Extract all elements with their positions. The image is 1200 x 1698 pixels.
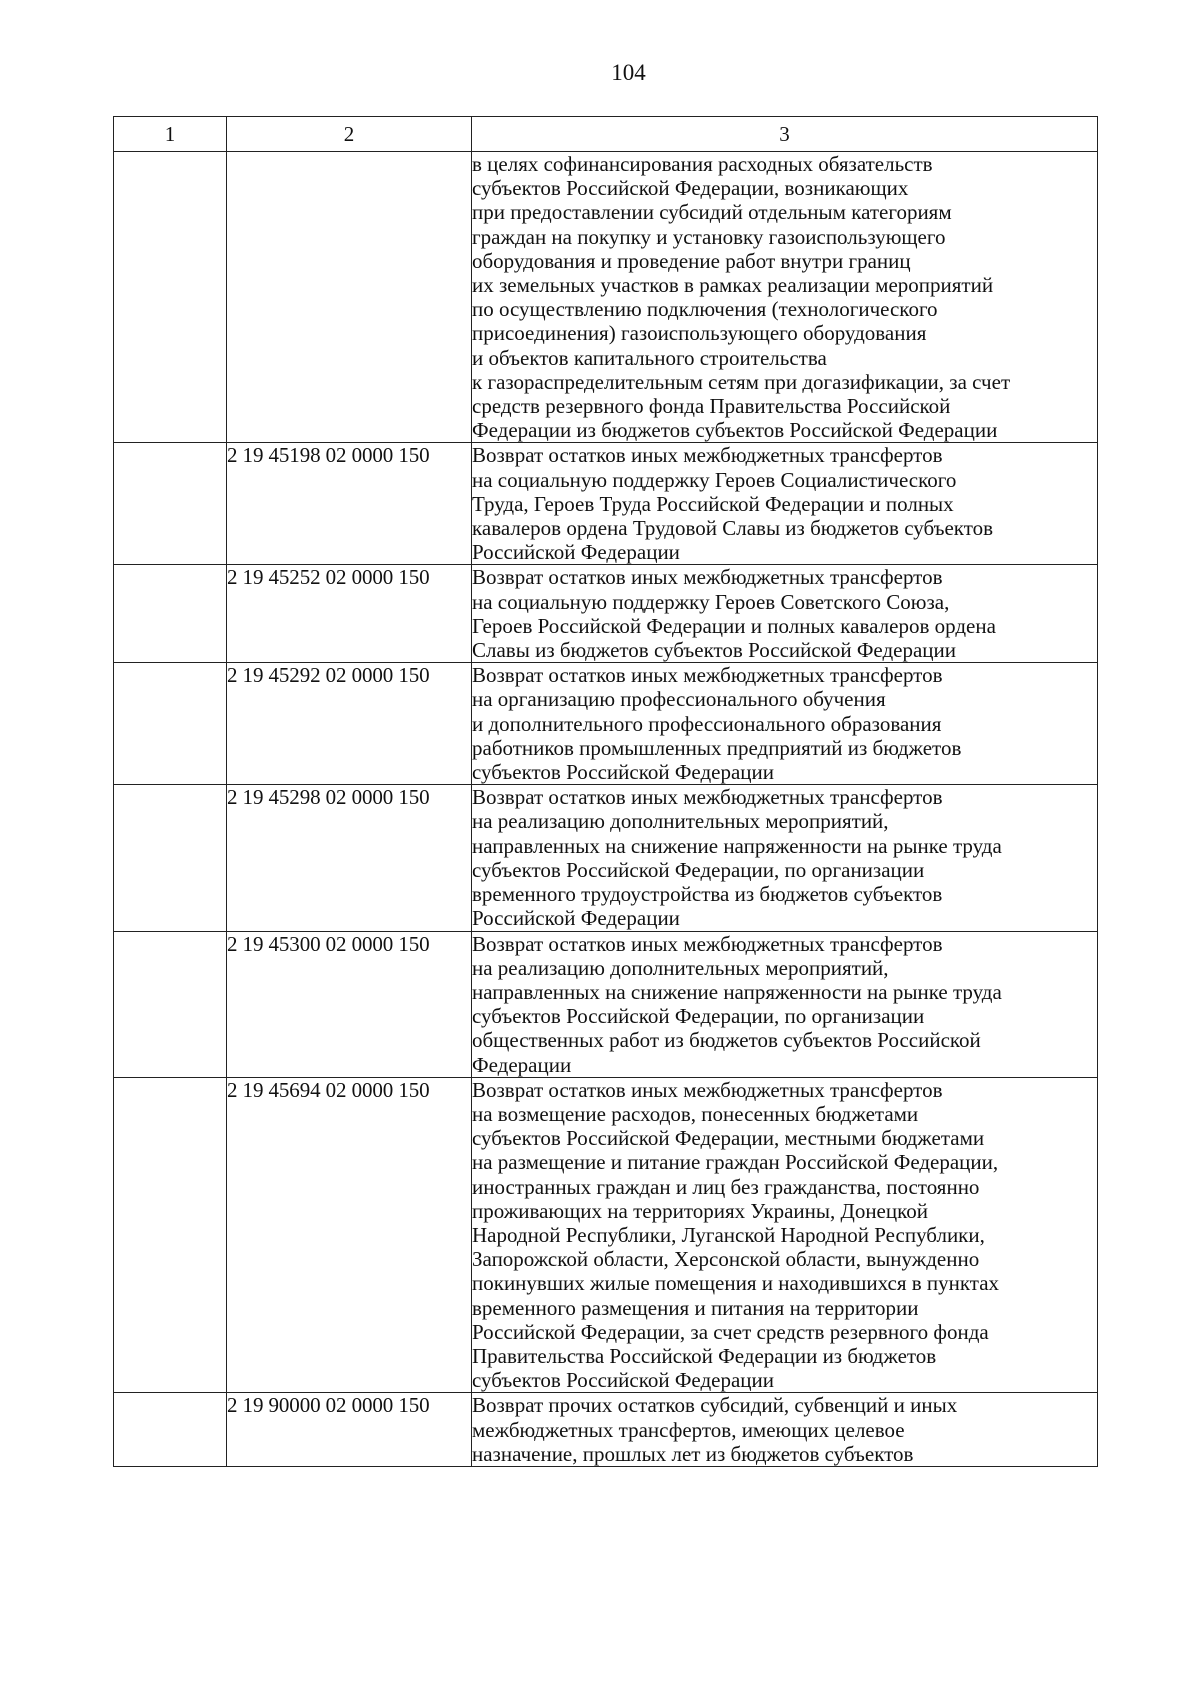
header-col-1: 1 bbox=[114, 117, 227, 152]
table-header-row bbox=[114, 117, 1098, 152]
description-line: по осуществлению подключения (технологического bbox=[472, 297, 938, 322]
description-cell bbox=[472, 785, 1098, 931]
description-line: граждан на покупку и установку газоиспользующего bbox=[472, 224, 946, 249]
table-row bbox=[114, 785, 1098, 931]
table-row bbox=[114, 565, 1098, 663]
description-line: на организацию профессионального обучения bbox=[472, 687, 886, 712]
page-number: 104 bbox=[611, 60, 646, 85]
cell-col-1 bbox=[114, 152, 227, 443]
description-line: временного размещения и питания на территории bbox=[472, 1295, 919, 1320]
description-line: назначение, прошлых лет из бюджетов субъектов bbox=[472, 1441, 914, 1466]
description-line: средств резервного фонда Правительства Российской bbox=[472, 394, 951, 419]
description-line: субъектов Российской Федерации bbox=[472, 760, 775, 785]
cell-col-1 bbox=[114, 785, 227, 931]
description-line: на реализацию дополнительных мероприятий, bbox=[472, 955, 889, 980]
description-line: Российской Федерации, за счет средств резервного фонда bbox=[472, 1319, 989, 1344]
description-line: при предоставлении субсидий отдельным категориям bbox=[472, 200, 952, 225]
description-line: Федерации bbox=[472, 1052, 572, 1077]
table-body bbox=[114, 152, 1098, 1467]
description-line: на социальную поддержку Героев Советского Союза, bbox=[472, 589, 950, 614]
description-line: Народной Республики, Луганской Народной Республики, bbox=[472, 1222, 985, 1247]
table-row bbox=[114, 1393, 1098, 1467]
description-line: Возврат остатков иных межбюджетных трансфертов bbox=[472, 443, 943, 468]
description-line: направленных на снижение напряженности на рынке труда bbox=[472, 833, 1002, 858]
description-line: общественных работ из бюджетов субъектов Российской bbox=[472, 1028, 981, 1053]
description-line: Возврат остатков иных межбюджетных трансфертов bbox=[472, 1077, 943, 1102]
budget-code-cell: 2 19 45694 02 0000 150 bbox=[227, 1077, 472, 1393]
header-col-2: 2 bbox=[227, 117, 472, 152]
description-line: Возврат прочих остатков субсидий, субвенций и иных bbox=[472, 1393, 958, 1418]
description-line: Правительства Российской Федерации из бюджетов bbox=[472, 1343, 937, 1368]
header-col-3: 3 bbox=[472, 117, 1098, 152]
budget-code-cell: 2 19 45292 02 0000 150 bbox=[227, 663, 472, 785]
description-line: Возврат остатков иных межбюджетных трансфертов bbox=[472, 931, 943, 956]
description-line: субъектов Российской Федерации bbox=[472, 1368, 775, 1393]
description-line: субъектов Российской Федерации, по организации bbox=[472, 857, 925, 882]
description-cell bbox=[472, 931, 1098, 1077]
budget-code-cell: 2 19 90000 02 0000 150 bbox=[227, 1393, 472, 1467]
cell-col-1 bbox=[114, 565, 227, 663]
description-line: и дополнительного профессионального образования bbox=[472, 711, 942, 736]
description-line: Российской Федерации bbox=[472, 540, 680, 565]
description-line: на социальную поддержку Героев Социалистического bbox=[472, 467, 957, 492]
description-cell bbox=[472, 1077, 1098, 1393]
description-line: Возврат остатков иных межбюджетных трансфертов bbox=[472, 785, 943, 810]
description-line: на реализацию дополнительных мероприятий, bbox=[472, 809, 889, 834]
budget-classification-table bbox=[113, 116, 1098, 1467]
cell-col-1 bbox=[114, 1077, 227, 1393]
cell-col-1 bbox=[114, 663, 227, 785]
description-cell bbox=[472, 1393, 1098, 1467]
description-line: Славы из бюджетов субъектов Российской Федерации bbox=[472, 638, 956, 663]
description-cell bbox=[472, 443, 1098, 565]
table-row bbox=[114, 931, 1098, 1077]
table-row bbox=[114, 443, 1098, 565]
description-line: присоединения) газоиспользующего оборудования bbox=[472, 321, 927, 346]
description-line: Возврат остатков иных межбюджетных трансфертов bbox=[472, 565, 943, 590]
description-line: на размещение и питание граждан Российской Федерации, bbox=[472, 1150, 999, 1175]
description-line: кавалеров ордена Трудовой Славы из бюджетов субъектов bbox=[472, 516, 994, 541]
description-line: субъектов Российской Федерации, местными бюджетами bbox=[472, 1126, 985, 1151]
budget-code-cell bbox=[227, 152, 472, 443]
description-line: Труда, Героев Труда Российской Федерации и полных bbox=[472, 491, 954, 516]
cell-col-1 bbox=[114, 443, 227, 565]
budget-code-cell: 2 19 45298 02 0000 150 bbox=[227, 785, 472, 931]
cell-col-1 bbox=[114, 931, 227, 1077]
description-line: Героев Российской Федерации и полных кавалеров ордена bbox=[472, 613, 996, 638]
budget-code-cell: 2 19 45252 02 0000 150 bbox=[227, 565, 472, 663]
table-row bbox=[114, 663, 1098, 785]
description-line: субъектов Российской Федерации, возникающих bbox=[472, 176, 909, 201]
description-line: межбюджетных трансфертов, имеющих целевое bbox=[472, 1417, 905, 1442]
description-line: временного трудоустройства из бюджетов субъектов bbox=[472, 882, 943, 907]
description-line: иностранных граждан и лиц без гражданства, постоянно bbox=[472, 1174, 980, 1199]
cell-col-1 bbox=[114, 1393, 227, 1467]
description-line: проживающих на территориях Украины, Донецкой bbox=[472, 1198, 928, 1223]
description-line: и объектов капитального строительства bbox=[472, 345, 827, 370]
budget-code-cell: 2 19 45300 02 0000 150 bbox=[227, 931, 472, 1077]
description-cell bbox=[472, 152, 1098, 443]
description-cell bbox=[472, 663, 1098, 785]
description-line: работников промышленных предприятий из бюджетов bbox=[472, 735, 962, 760]
description-line: оборудования и проведение работ внутри границ bbox=[472, 248, 911, 273]
description-line: в целях софинансирования расходных обязательств bbox=[472, 152, 933, 176]
description-cell bbox=[472, 565, 1098, 663]
description-line: к газораспределительным сетям при догазификации, за счет bbox=[472, 369, 1011, 394]
description-line: Возврат остатков иных межбюджетных трансфертов bbox=[472, 663, 943, 688]
table-row bbox=[114, 152, 1098, 443]
description-line: покинувших жилые помещения и находившихся в пунктах bbox=[472, 1271, 1000, 1296]
description-line: субъектов Российской Федерации, по организации bbox=[472, 1004, 925, 1029]
description-line: на возмещение расходов, понесенных бюджетами bbox=[472, 1101, 919, 1126]
budget-code-cell: 2 19 45198 02 0000 150 bbox=[227, 443, 472, 565]
description-line: Федерации из бюджетов субъектов Российской Федерации bbox=[472, 418, 998, 443]
description-line: Запорожской области, Херсонской области, вынужденно bbox=[472, 1247, 980, 1272]
description-line: Российской Федерации bbox=[472, 906, 680, 931]
description-line: направленных на снижение напряженности на рынке труда bbox=[472, 979, 1002, 1004]
table-row bbox=[114, 1077, 1098, 1393]
description-line: их земельных участков в рамках реализации мероприятий bbox=[472, 273, 994, 298]
